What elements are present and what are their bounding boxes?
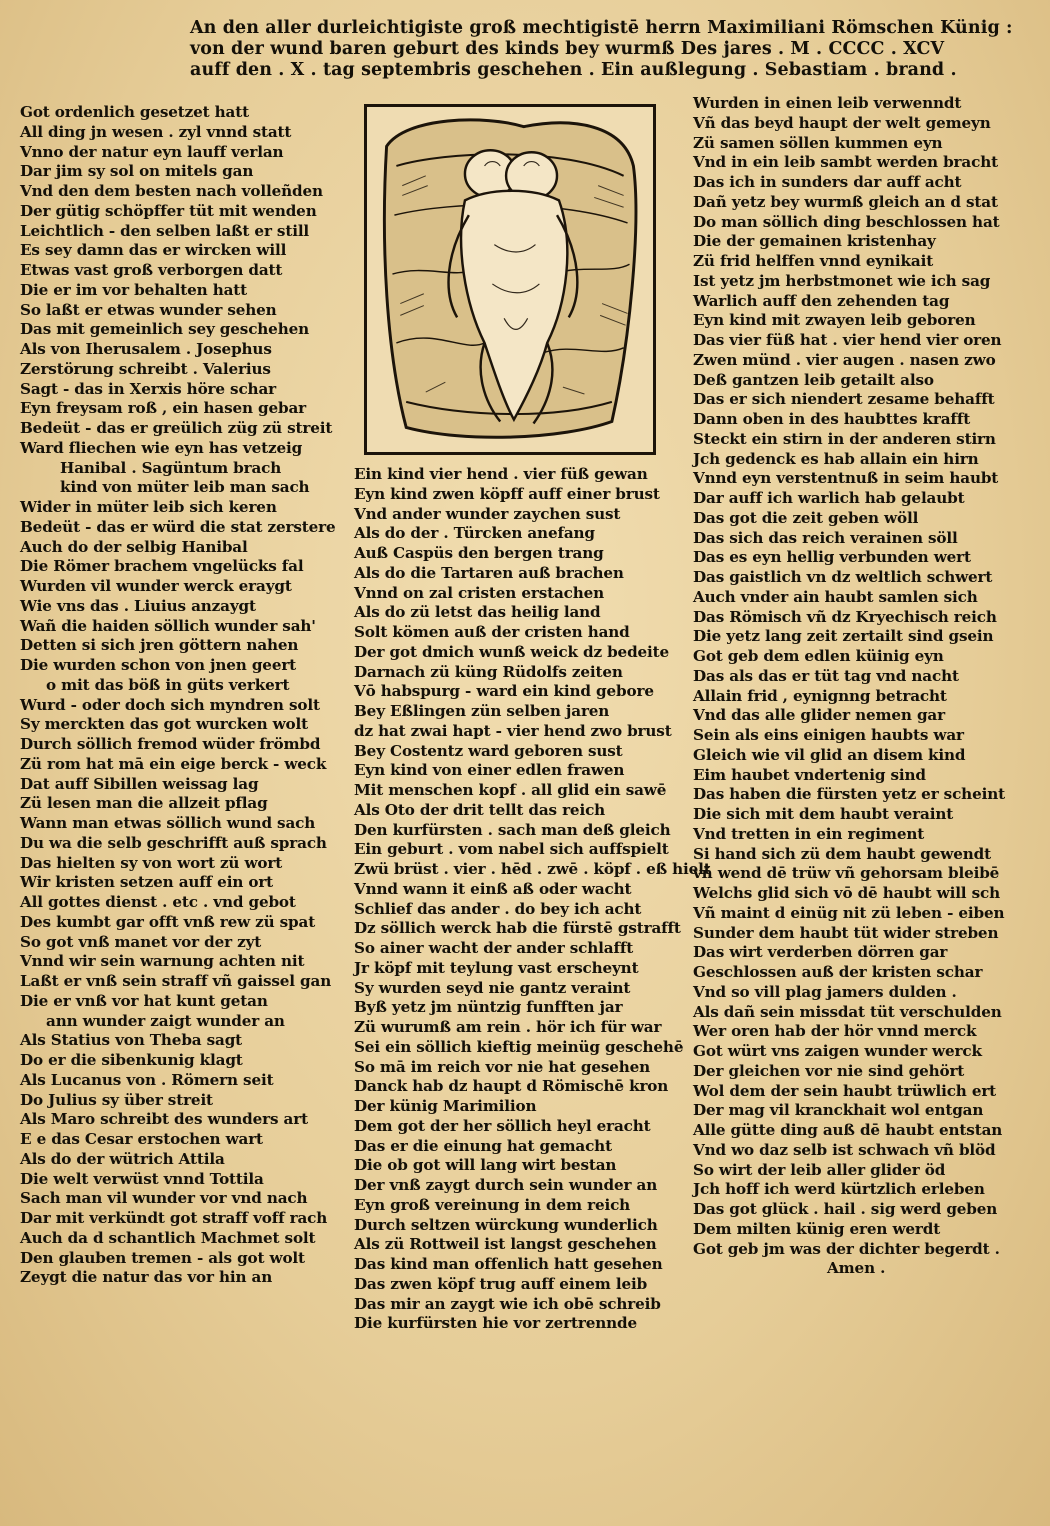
verse-line: Du wa die selb geschrifft auß sprach [20,833,327,852]
verse-line: Vnno der natur eyn lauff verlan [20,142,284,161]
verse-line: Das got die zeit geben wöll [693,508,919,527]
verse-line: E e das Cesar erstochen wart [20,1130,263,1148]
verse-line: Jch gedenck es hab allain ein hirn [693,449,979,468]
verse-line: Ist yetz jm herbstmonet wie ich sag [693,271,991,290]
verse-line: Vñ das beyd haupt der welt gemeyn [693,113,991,132]
verse-line: Das es eyn hellig verbunden wert [693,548,971,567]
verse-line: Die kurfürsten hie vor zertrennde [354,1314,637,1333]
verse-line: Die wurden schon von jnen geert [20,656,297,674]
verse-line: Das vier füß hat . vier hend vier oren [693,331,1002,349]
verse-line: Eyn groß vereinung in dem reich [354,1195,631,1214]
verse-line: Deß gantzen leib getailt also [693,370,934,389]
text-column-middle [354,465,711,1334]
verse-line: Welchs glid sich vō dē haubt will sch [693,884,1000,902]
verse-line: Als do zü letst das heilig land [354,603,601,622]
verse-line: Dat auff Sibillen weissag lag [20,774,259,793]
verse-line: Als do der . Türcken anefang [354,524,595,543]
verse-line: So mā im reich vor nie hat gesehen [354,1057,651,1076]
verse-line: Das mit gemeinlich sey geschehen [20,320,309,339]
verse-line: Detten si sich jren göttern nahen [20,636,299,655]
verse-line: Byß yetz jm nüntzig funfften jar [354,998,623,1017]
verse-line: Das Römisch vñ dz Kryechisch reich [693,607,997,626]
verse-line: Das mir an zaygt wie ich obē schreib [354,1294,661,1313]
verse-line: Dar auff ich warlich hab gelaubt [693,489,965,507]
verse-line: Sagt - das in Xerxis höre schar [20,379,276,398]
verse-line: Schlief das ander . do bey ich acht [354,899,642,918]
verse-line: Zwen münd . vier augen . nasen zwo [693,350,996,369]
verse-line: Do man söllich ding beschlossen hat [693,212,1000,231]
verse-line: Wurden in einen leib verwenndt [693,94,962,112]
verse-line: Vnd in ein leib sambt werden bracht [693,153,998,172]
verse-line: Jr köpf mit teylung vast erscheynt [354,958,639,977]
verse-line: Dem got der her söllich heyl eracht [354,1116,651,1135]
verse-line: So got vnß manet vor der zyt [20,932,262,951]
verse-line: Durch söllich fremod wüder frömbd [20,735,321,753]
verse-line: Vnd den dem besten nach volleñden [20,182,323,200]
verse-line: Das hielten sy von wort zü wort [20,853,283,872]
verse-line: Dar jim sy sol on mitels gan [20,162,254,181]
verse-line: Die er vnß vor hat kunt getan [20,991,268,1010]
verse-line: Dar mit verkündt got straff voff rach [20,1209,328,1227]
verse-line: Der mag vil kranckhait wol entgan [693,1101,984,1120]
header-line: auff den . X . tag septembris geschehen . Ein außlegung . Sebastiam . brand . [190,60,957,80]
verse-line: Vnnd wann it einß aß oder wacht [354,879,632,898]
verse-line: Darnach zü küng Rüdolfs zeiten [354,662,623,681]
verse-line: Das kind man offenlich hatt gesehen [354,1255,663,1273]
verse-line: So ainer wacht der ander schlafft [354,939,634,957]
verse-line: Warlich auff den zehenden tag [693,291,950,310]
verse-line: Eyn kind zwen köpff auff einer brust [354,484,660,503]
verse-line: Vō habspurg - ward ein kind gebore [354,682,654,701]
verse-line: Den kurfürsten . sach man deß gleich [354,820,671,839]
verse-line: Das sich das reich verainen söll [693,528,958,547]
verse-line: Wer oren hab der hör vnnd merck [693,1022,977,1041]
verse-line: Ein geburt . vom nabel sich auffspielt [354,840,669,859]
verse-line: Laßt er vnß sein straff vñ gaissel gan [20,972,332,990]
verse-line: Vnnd wir sein warnung achten nit [20,952,305,971]
verse-line: Das zwen köpf trug auff einem leib [354,1274,648,1293]
verse-line: Got ordenlich gesetzet hatt [20,103,249,121]
verse-line: dz hat zwai hapt - vier hend zwo brust [354,721,672,740]
closing-amen: Amen . [827,1259,886,1278]
verse-line: Als von Iherusalem . Josephus [20,340,272,358]
verse-line: Vñ maint d einüg nit zü leben - eiben [693,903,1005,922]
verse-line: o mit das böß in güts verkert [46,675,290,694]
verse-line: Die der gemainen kristenhay [693,232,936,251]
verse-line: Die welt verwüst vnnd Tottila [20,1169,264,1188]
verse-line: Alle gütte ding auß dē haubt entstan [693,1121,1003,1139]
verse-line: Geschlossen auß der kristen schar [693,963,983,981]
verse-line: Mit menschen kopf . all glid ein sawē [354,781,667,799]
verse-line: Als Statius von Theba sagt [20,1031,243,1050]
verse-line: Der gütig schöpffer tüt mit wenden [20,201,317,220]
verse-line: Das als das er tüt tag vnd nacht [693,666,959,685]
verse-line: Si hand sich zü dem haubt gewendt [693,844,991,863]
verse-line: Das er die einung hat gemacht [354,1136,612,1155]
header-line: von der wund baren geburt des kinds bey wurmß Des jares . M . CCCC . XCV [190,39,945,59]
verse-line: Die ob got will lang wirt bestan [354,1156,617,1175]
verse-line: Die sich mit dem haubt veraint [693,805,954,823]
verse-line: Eyn kind von einer edlen frawen [354,761,625,780]
verse-line: Eyn freysam roß , ein hasen gebar [20,399,307,418]
verse-line: Als dañ sein missdat tüt verschulden [693,1002,1002,1021]
verse-line: Zü frid helffen vnnd eynikait [693,252,934,270]
text-column-left [20,103,345,1288]
verse-line: Auch vnder ain haubt samlen sich [693,587,978,606]
verse-line: Das haben die fürsten yetz er scheint [693,785,1005,804]
verse-line: Wurd - oder doch sich myndren solt [20,695,320,714]
verse-line: Sei ein söllich kieftig meinüg geschehē [354,1037,684,1056]
verse-line: Als do der wütrich Attila [20,1149,225,1168]
verse-line: Leichtlich - den selben laßt er still [20,221,310,240]
verse-line: Der got dmich wunß weick dz bedeite [354,642,670,661]
verse-line: Als Maro schreibt des wunders art [20,1110,308,1129]
verse-line: Zwü brüst . vier . hēd . zwē . köpf . eß hielt [354,860,711,878]
verse-line: Got geb dem edlen küinig eyn [693,647,944,665]
verse-line: Sunder dem haubt tüt wider streben [693,923,999,942]
verse-line: Vnnd eyn verstentnuß in seim haubt [693,469,999,488]
verse-line: Zü wurumß am rein . hör ich für war [354,1018,662,1036]
woodcut-illustration [364,104,656,455]
verse-line: Des kumbt gar offt vnß rew zü spat [20,912,316,931]
conjoined-twins-woodcut-image [367,107,653,452]
verse-line: vñ wend dē trüw vñ gehorsam bleibē [693,864,1000,883]
verse-line: Sein als eins einigen haubts war [693,726,964,744]
verse-line: Eyn kind mit zwayen leib geboren [693,311,976,330]
verse-line: Bedeüt - das er würd die stat zerstere [20,517,336,536]
verse-line: Allain frid , eynignng betracht [693,686,947,705]
header-title-block [190,18,1013,81]
verse-line: Ein kind vier hend . vier füß gewan [354,465,648,483]
verse-line: Etwas vast groß verborgen datt [20,261,283,279]
verse-line: Vnd das alle glider nemen gar [693,706,945,725]
verse-line: All gottes dienst . etc . vnd gebot [20,893,296,911]
verse-line: Do Julius sy über streit [20,1090,213,1109]
verse-line: Bey Costentz ward geboren sust [354,741,623,760]
verse-line: Bedeüt - das er greülich züg zü streit [20,419,333,437]
verse-line: Jch hoff ich werd kürtzlich erleben [693,1180,985,1199]
verse-line: Steckt ein stirn in der anderen stirn [693,429,996,448]
verse-line: Zeygt die natur das vor hin an [20,1268,273,1287]
verse-line: Als Lucanus von . Römern seit [20,1070,274,1089]
verse-line: Den glauben tremen - als got wolt [20,1248,305,1267]
verse-line: Der künig Marimilion [354,1097,537,1115]
verse-line: kind von müter leib man sach [60,478,310,497]
verse-line: Auch da d schantlich Machmet solt [20,1228,316,1247]
verse-line: Danck hab dz haupt d Römischē kron [354,1077,669,1096]
verse-line: Durch seltzen würckung wunderlich [354,1215,658,1234]
verse-line: Bey Eßlingen zün selben jaren [354,702,610,720]
text-column-right [693,94,1033,1279]
verse-line: Solt kömen auß der cristen hand [354,623,630,641]
verse-line: Das wirt verderben dörren gar [693,943,948,962]
verse-line: Vnd wo daz selb ist schwach vñ blöd [693,1140,996,1159]
verse-line: Zü lesen man die allzeit pflag [20,794,268,813]
verse-line: Die yetz lang zeit zertailt sind gsein [693,627,994,646]
verse-line: Wir kristen setzen auff ein ort [20,873,274,892]
verse-line: Der gleichen vor nie sind gehört [693,1061,965,1080]
verse-line: Sy wurden seyd nie gantz veraint [354,978,631,997]
verse-line: Wañ die haiden söllich wunder sah' [20,616,316,635]
verse-line: Wurden vil wunder werck eraygt [20,577,292,595]
verse-line: Es sey damn das er wircken will [20,241,287,260]
verse-line: Wann man etwas söllich wund sach [20,814,316,832]
verse-line: Das er sich niendert zesame behafft [693,390,995,409]
verse-line: Auß Caspüs den bergen trang [354,544,604,562]
verse-line: Sy merckten das got wurcken wolt [20,715,309,734]
verse-line: Dañ yetz bey wurmß gleich an d stat [693,192,998,211]
verse-line: Zü rom hat mā ein eige berck - weck [20,754,327,773]
verse-line: Eim haubet vndertenig sind [693,765,926,784]
verse-line: Gleich wie vil glid an disem kind [693,745,966,764]
verse-line: Das got glück . hail . sig werd geben [693,1200,998,1218]
header-line: An den aller durleichtigiste groß mechtigistē herrn Maximiliani Römschen Künig : [190,18,1013,38]
verse-line: Das ich in sunders dar auff acht [693,173,962,191]
verse-line: So laßt er etwas wunder sehen [20,300,277,319]
verse-line: Vnd so vill plag jamers dulden . [693,982,957,1001]
verse-line: Zü samen söllen kummen eyn [693,133,943,152]
verse-line: Als do die Tartaren auß brachen [354,563,624,582]
verse-line: Auch do der selbig Hanibal [20,537,248,556]
verse-line: Zerstörung schreibt . Valerius [20,359,271,378]
verse-line: Als Oto der drit tellt das reich [354,800,606,819]
verse-line: Wol dem der sein haubt trüwlich ert [693,1081,997,1100]
verse-line: Vnd tretten in ein regiment [693,824,925,843]
verse-line: Hanibal . Sagüntum brach [60,458,282,477]
verse-line: Wie vns das . Liuius anzaygt [20,596,256,615]
verse-line: Sach man vil wunder vor vnd nach [20,1189,308,1208]
verse-line: Dem milten künig eren werdt [693,1219,941,1238]
verse-line: Vnd ander wunder zaychen sust [354,504,621,523]
verse-line: Wider in müter leib sich keren [20,498,277,516]
verse-line: All ding jn wesen . zyl vnnd statt [20,122,292,141]
verse-line: Als zü Rottweil ist langst geschehen [354,1235,657,1254]
verse-line: Die Römer brachem vngelücks fal [20,557,304,576]
verse-line: Ward fliechen wie eyn has vetzeig [20,438,303,457]
verse-line: Die er im vor behalten hatt [20,280,248,299]
verse-line: ann wunder zaigt wunder an [46,1011,285,1030]
verse-line: Got würt vns zaigen wunder werck [693,1042,982,1060]
verse-line: Do er die sibenkunig klagt [20,1051,243,1069]
verse-line: So wirt der leib aller glider öd [693,1160,946,1179]
verse-line: Vnnd on zal cristen erstachen [354,583,605,602]
verse-line: Got geb jm was der dichter begerdt . [693,1239,1000,1258]
verse-line: Der vnß zaygt durch sein wunder an [354,1176,658,1194]
verse-line: Dann oben in des haubttes krafft [693,410,971,428]
verse-line: Das gaistlich vn dz weltlich schwert [693,568,993,586]
verse-line: Dz söllich werck hab die fürstē gstrafft [354,919,681,938]
